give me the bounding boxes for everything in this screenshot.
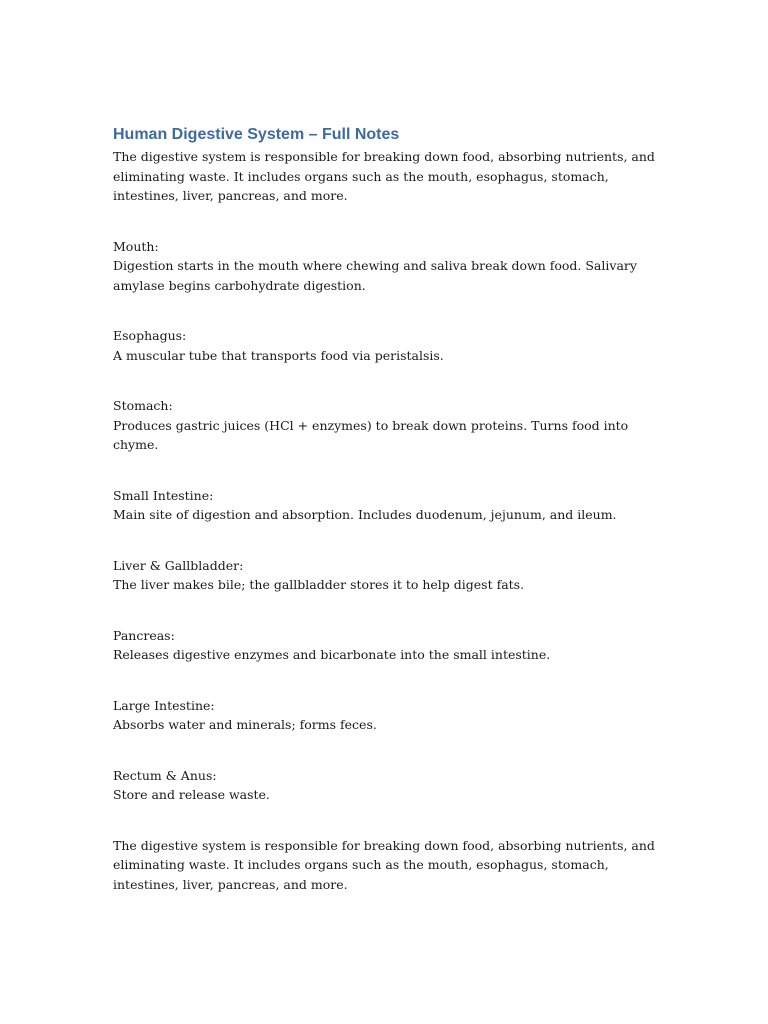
section-heading: Large Intestine: xyxy=(113,697,215,713)
section-body: Main site of digestion and absorption. Includes duodenum, jejunum, and ileum. xyxy=(113,507,617,522)
section-liver-gallbladder xyxy=(113,556,673,595)
section-body: The liver makes bile; the gallbladder stores it to help digest fats. xyxy=(113,577,525,592)
section-pancreas xyxy=(113,626,673,665)
document-page xyxy=(113,124,673,894)
section-body: Digestion starts in the mouth where chewing and saliva break down food. Salivary amylase begins carbohydrate digestion. xyxy=(113,258,637,293)
section-small-intestine xyxy=(113,486,673,525)
section-heading: Stomach: xyxy=(113,398,173,413)
section-heading: Mouth: xyxy=(113,238,159,254)
section-stomach xyxy=(113,396,673,455)
section-heading: Small Intestine: xyxy=(113,487,214,503)
section-heading: Pancreas: xyxy=(113,627,175,643)
section-esophagus xyxy=(113,326,673,365)
section-body: Absorbs water and minerals; forms feces. xyxy=(113,717,377,732)
document-title: Human Digestive System – Full Notes xyxy=(113,126,400,143)
intro-paragraph: The digestive system is responsible for breaking down food, absorbing nutrients, and eliminating waste. It includes organs such as the mouth, esophagus, stomach, intestines, liver, pancreas, and more. xyxy=(113,149,655,203)
section-body: Releases digestive enzymes and bicarbonate into the small intestine. xyxy=(113,647,551,662)
section-mouth xyxy=(113,237,673,296)
section-body: Produces gastric juices (HCl + enzymes) to break down proteins. Turns food into chyme. xyxy=(113,417,629,452)
section-heading: Rectum & Anus: xyxy=(113,767,217,783)
closing-paragraph: The digestive system is responsible for breaking down food, absorbing nutrients, and eliminating waste. It includes organs such as the mouth, esophagus, stomach, intestines, liver, pancreas, and more. xyxy=(113,837,655,892)
section-large-intestine xyxy=(113,696,673,735)
section-rectum-anus xyxy=(113,766,673,805)
section-body: Store and release waste. xyxy=(113,787,270,802)
section-heading: Esophagus: xyxy=(113,328,187,343)
section-heading: Liver & Gallbladder: xyxy=(113,557,244,573)
section-body: A muscular tube that transports food via peristalsis. xyxy=(113,347,444,363)
